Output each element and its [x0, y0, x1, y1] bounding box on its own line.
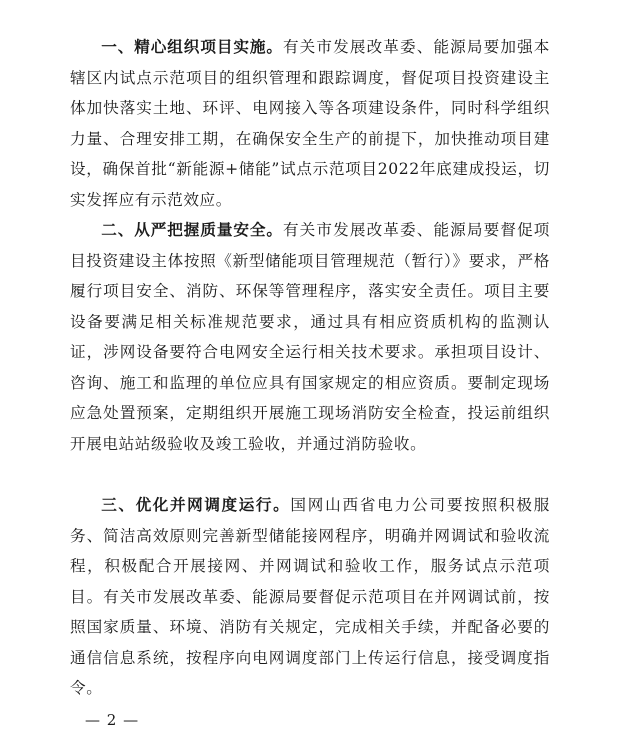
section-2-heading: 二、从严把握质量安全。 — [101, 221, 283, 239]
section-1-paragraph — [70, 32, 550, 215]
section-3-heading: 三、优化并网调度运行。 — [101, 496, 291, 514]
section-2-paragraph — [70, 215, 550, 459]
page-number: — 2 — — [85, 711, 140, 729]
section-2-text: 有关市发展改革委、能源局要督促项目投资建设主体按照《新型储能项目管理规范（暂行）》要求，严格履行项目安全、消防、环保等管理程序，落实安全责任。项目主要设备要满足相关标准规范要求，通过具有相应资质机构的监测认证，涉网设备要符合电网安全运行相关技术要求。承担项目设计、咨询、施工和监理的单位应具有国家规定的相应资质。要制定现场应急处置预案，定期组织开展施工现场消防安全检查，投运前组织开展电站站级验收及竣工验收，并通过消防验收。 — [70, 221, 550, 453]
section-3-text: 国网山西省电力公司要按照积极服务、简洁高效原则完善新型储能接网程序，明确并网调试和验收流程，积极配合开展接网、并网调试和验收工作，服务试点示范项目。有关市发展改革委、能源局要督促示范项目在并网调试前，按照国家质量、环境、消防有关规定，完成相关手续，并配备必要的通信信息系统，按程序向电网调度部门上传运行信息，接受调度指令。 — [70, 496, 550, 697]
section-1-heading: 一、精心组织项目实施。 — [101, 38, 283, 56]
section-3-paragraph — [70, 490, 550, 704]
section-1-text: 有关市发展改革委、能源局要加强本辖区内试点示范项目的组织管理和跟踪调度，督促项目投资建设主体加快落实土地、环评、电网接入等各项建设条件，同时科学组织力量、合理安排工期，在确保安全生产的前提下，加快推动项目建设，确保首批“新能源+储能”试点示范项目2022年底建成投运，切实发挥应有示范效应。 — [70, 38, 550, 209]
